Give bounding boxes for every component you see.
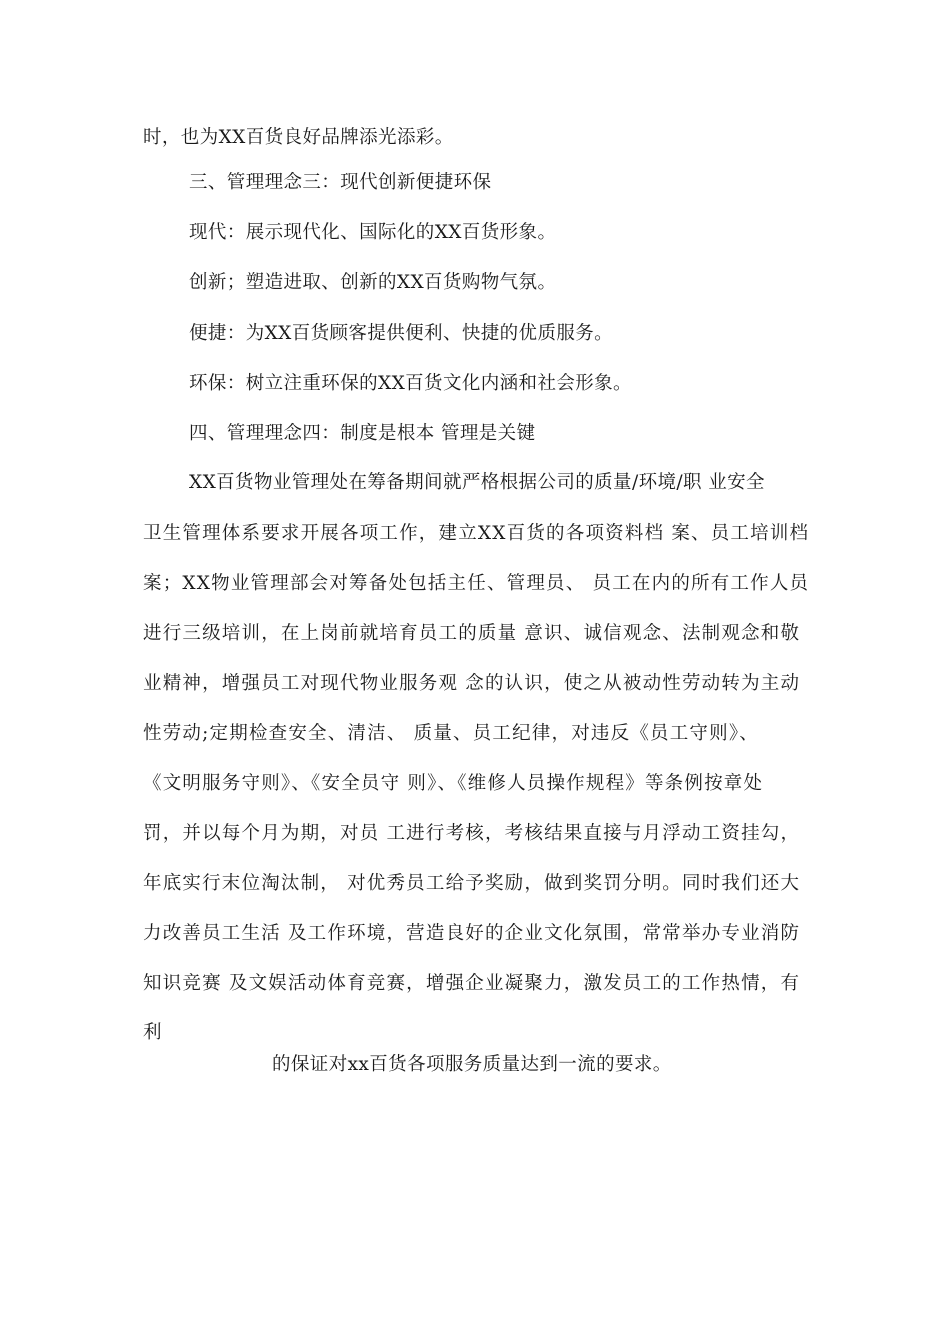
paragraph-line: 利 xyxy=(143,1022,162,1043)
paragraph-line: XX百货物业管理处在筹备期间就严格根据公司的质量/环境/职 业安全 xyxy=(189,472,765,493)
paragraph-line: 创新；塑造进取、创新的XX百货购物气氛。 xyxy=(189,272,557,293)
paragraph-line: 进行三级培训，在上岗前就培育员工的质量 意识、诚信观念、法制观念和敬 xyxy=(143,623,801,644)
paragraph-line: 罚，并以每个月为期，对员 工进行考核，考核结果直接与月浮动工资挂勾， xyxy=(143,823,801,844)
paragraph-line: 年底实行末位淘汰制， 对优秀员工给予奖励，做到奖罚分明。同时我们还大 xyxy=(143,873,801,894)
paragraph-line: 知识竞赛 及文娱活动体育竞赛，增强企业凝聚力，激发员工的工作热情，有 xyxy=(143,973,801,994)
paragraph-line: 《文明服务守则》、《安全员守 则》、《维修人员操作规程》等条例按章处 xyxy=(143,773,764,794)
paragraph-line: 现代：展示现代化、国际化的XX百货形象。 xyxy=(189,222,557,243)
paragraph-line: 时，也为XX百货良好品牌添光添彩。 xyxy=(143,127,454,148)
paragraph-line: 环保：树立注重环保的XX百货文化内涵和社会形象。 xyxy=(189,373,632,394)
paragraph-line: 性劳动;定期检查安全、清洁、 质量、员工纪律，对违反《员工守则》、 xyxy=(143,723,759,744)
paragraph-line: 卫生管理体系要求开展各项工作，建立XX百货的各项资料档 案、员工培训档 xyxy=(143,523,810,544)
paragraph-line: 力改善员工生活 及工作环境，营造良好的企业文化氛围，常常举办专业消防 xyxy=(143,923,801,944)
paragraph-line: 案；XX物业管理部会对筹备处包括主任、管理员、 员工在内的所有工作人员 xyxy=(143,573,810,594)
paragraph-line: 便捷：为XX百货顾客提供便利、快捷的优质服务。 xyxy=(189,323,614,344)
paragraph-line: 的保证对xx百货各项服务质量达到一流的要求。 xyxy=(272,1054,672,1075)
section-heading: 三、管理理念三：现代创新便捷环保 xyxy=(189,172,492,193)
paragraph-line: 业精神，增强员工对现代物业服务观 念的认识，使之从被动性劳动转为主动 xyxy=(143,673,801,694)
section-heading: 四、管理理念四：制度是根本 管理是关键 xyxy=(189,423,536,444)
